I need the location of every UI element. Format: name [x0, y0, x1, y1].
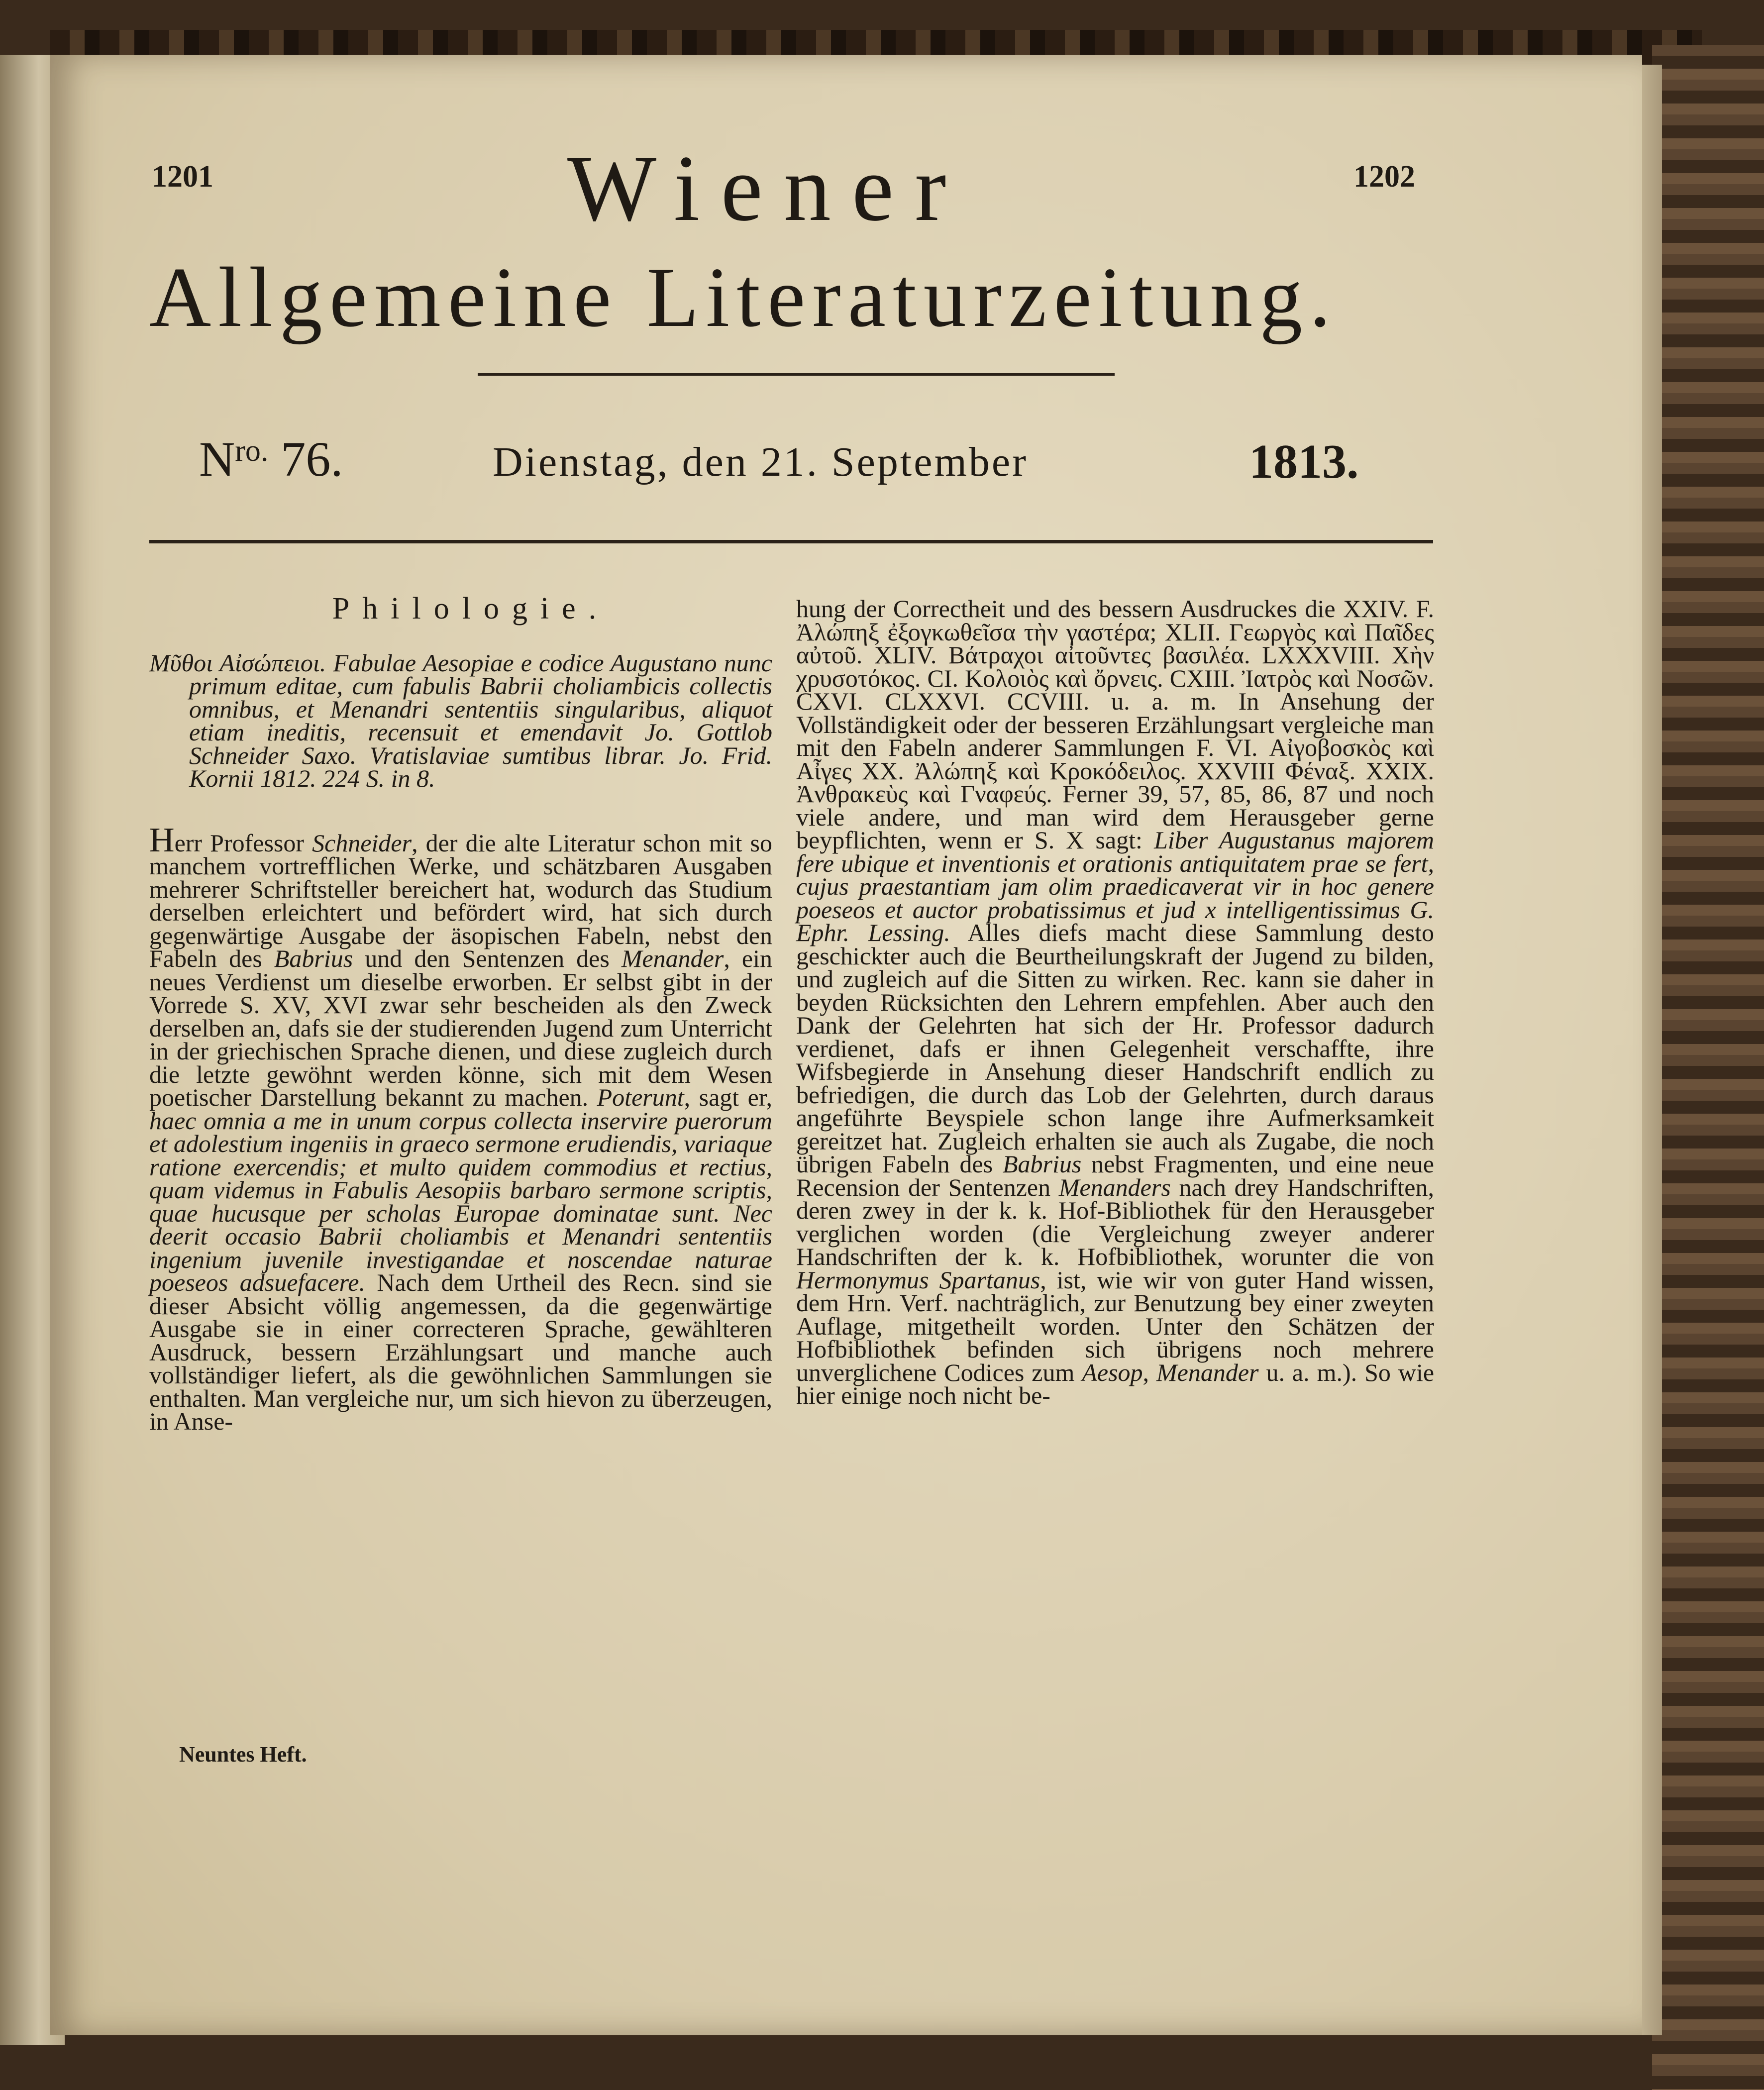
- text-run: Nach dem Urtheil des Recn. sind sie dieser Absicht völlig angemessen, da die gegenwärtige Ausgabe sie in einer correcteren Sprache, gewählteren Ausdruck, bessern Erzählungsart und manche auch vollständiger liefert, als die gewöhnlichen Sammlungen sie enthalten. Man vergleiche nur, um sich hievon zu überzeugen, in Anse-: [149, 1268, 772, 1435]
- text-run: Babrius: [274, 944, 353, 972]
- text-run: hung der Correctheit und des bessern Ausdruckes die XXIV. F. Ἀλώπηξ ἐξογκωθεῖσα τὴν γαστέρα; XLII. Γεωργὸς καὶ Παῖδες αὐτοῦ. XLIV. Βάτραχοι αἰτοῦντες βασιλέα. LXXXVIII. Χὴν χρυσοτόκος. CI. Κολοιὸς καὶ ὄρνεις. CXIII. Ἰατρὸς καὶ Νοσῶν. CXVI. CLXXVI. CCVIII. u. a. m. In Ansehung der Vollständigkeit oder der besseren Erzählungsart vergleiche man mit den Fabeln anderer Sammlungen F. VI. Αἰγοβοσκὸς καὶ Αἶγες XX. Ἀλώπηξ καὶ Κροκόδειλος. XXVIII Φέναξ. XXIX. Ἀνθρακεὺς καὶ Γναφεύς. Ferner 39, 57, 85, 86, 87 und noch viele andere, und man wird dem Herausgeber gerne beypflichten, wenn er S. X sagt:: [796, 595, 1434, 854]
- text-run: Babrius: [1002, 1150, 1082, 1178]
- masthead-divider: [478, 373, 1115, 376]
- text-run: haec omnia a me in unum corpus collecta inservire puerorum et adolestium ingeniis in graeco sermone erudiendis, variaque ratione exercendis; et multo quidem commodius et rectius, quam videmus in Fabulis Aesopiis barbaro sermone scriptis, quae hucusque per scholas Europae dominatae sunt. Nec deerit occasio Babrii choliambis et Menandri sententiis ingenium juvenile investigandae et noscendae naturae poeseos adsuefacere.: [149, 1106, 772, 1296]
- issue-number: [199, 430, 343, 488]
- issue-date: Dienstag, den 21. September: [493, 439, 1029, 485]
- article-text-right: [796, 597, 1434, 1407]
- text-run: Menander: [1156, 1358, 1259, 1386]
- masthead-title-line1: Wiener: [567, 136, 967, 241]
- text-run: Herr Professor: [149, 821, 312, 859]
- text-run: ,: [1142, 1358, 1157, 1386]
- bibliographic-entry: Μῦθοι Αἰσώπειοι. Fabulae Aesopiae e codice Augustano nunc primum editae, cum fabulis Babrii choliambicis collectis omnibus, et Menandri sententiis singularibus, aliquot etiam ineditis, recensuit et emendavit Jo. Gottlob Schneider Saxo. Vratislaviae sumtibus librar. Jo. Frid. Kornii 1812. 224 S. in 8.: [149, 648, 772, 792]
- text-run: , der die alte Literatur schon mit so manchem vortrefflichen Werke, und schätzbaren Ausgaben mehrerer Schriftsteller bereichert hat, wodurch das Studium derselben erleichtert und befördert wird, hat sich durch gegenwärtige Ausgabe der äsopischen Fabeln, nebst den Fabeln des: [149, 829, 772, 972]
- masthead-title-line2: Allgemeine Literaturzeitung.: [149, 250, 1338, 345]
- column-right: [796, 597, 1434, 1407]
- signature-mark: Neuntes Heft.: [179, 1742, 307, 1767]
- text-run: Alles diefs macht diese Sammlung desto geschickter auch die Beurtheilungskraft der Jugend zu bilden, und zugleich auf die Sitten zu wirken. Rec. kann sie daher in beyden Rücksichten den Lehrern empfehlen. Aber auch den Dank der Gelehrten hat sich der Hr. Professor dadurch verdienet, dafs er ihnen Gelegenheit verschaffte, ihre Wifsbegierde in Ansehung dieser Handschrift endlich zu befriedigen, die durch das Lob der Gelehrten, durch daraus angeführte Beyspiele schon lange ihre Aufmerksamkeit gereitzet hat. Zugleich erhalten sie auch als Zugabe, die noch übrigen Fabeln des: [796, 919, 1434, 1178]
- text-run: , ein neues Verdienst um dieselbe erworben. Er selbst gibt in der Vorrede S. XV, XVI zwar sehr bescheiden als den Zweck derselben an, dafs sie der studierenden Jugend zum Unterricht in der griechischen Sprache dienen, und diese zugleich durch die letzte gewöhnt werden könne, sich mit dem Wesen poetischer Darstellung bekannt zu machen.: [149, 944, 772, 1111]
- section-heading: Philologie.: [332, 592, 610, 626]
- header-divider: [149, 540, 1433, 543]
- book-cover-edge: [1652, 45, 1764, 2090]
- page-number-left: 1201: [152, 160, 213, 194]
- issue-number-value: 76.: [281, 431, 343, 487]
- text-run: Aesop: [1082, 1358, 1143, 1386]
- issue-year: 1813.: [1249, 435, 1359, 489]
- text-run: , ist, wie wir von guter Hand wissen, dem Hrn. Verf. nachträglich, zur Benutzung bey einer zweyten Auflage, mitgetheilt worden. Unter den Schätzen der Hofbibliothek befinden sich übrigens noch mehrere unverglichene Codices zum: [796, 1265, 1434, 1386]
- issue-prefix: N: [199, 431, 235, 487]
- text-run: Poterunt: [597, 1083, 684, 1111]
- text-run: nach drey Handschriften, deren zwey in der k. k. Hof-Bibliothek für den Herausgeber verglichen worden (die Vergleichung zweyer anderer Handschriften der k. k. Hofbibliothek, worunter die von: [796, 1173, 1434, 1270]
- text-run: Schneider: [312, 829, 412, 857]
- text-run: Liber Augustanus majorem fere ubique et inventionis et orationis antiquitatem prae se fert, cujus praestantiam jam olim praedicaverat vir in hoc genere poeseos et auctor probatissimus et jud x intelligentissimus G. Ephr. Lessing.: [796, 826, 1434, 946]
- text-run: , sagt er,: [684, 1083, 772, 1111]
- column-left: [149, 592, 772, 1435]
- text-run: Menander: [621, 944, 724, 972]
- text-run: nebst Fragmenten, und eine neue Recension der Sentenzen: [796, 1150, 1434, 1201]
- issue-prefix-sup: ro.: [235, 434, 269, 468]
- text-run: Hermonymus Spartanus: [796, 1265, 1040, 1294]
- article-text-left: [149, 821, 772, 1435]
- text-run: u. a. m.). So wie hier einige noch nicht be-: [796, 1358, 1435, 1409]
- text-run: Menanders: [1058, 1173, 1171, 1201]
- text-run: und den Sentenzen des: [353, 944, 622, 972]
- page-number-right: 1202: [1353, 160, 1415, 194]
